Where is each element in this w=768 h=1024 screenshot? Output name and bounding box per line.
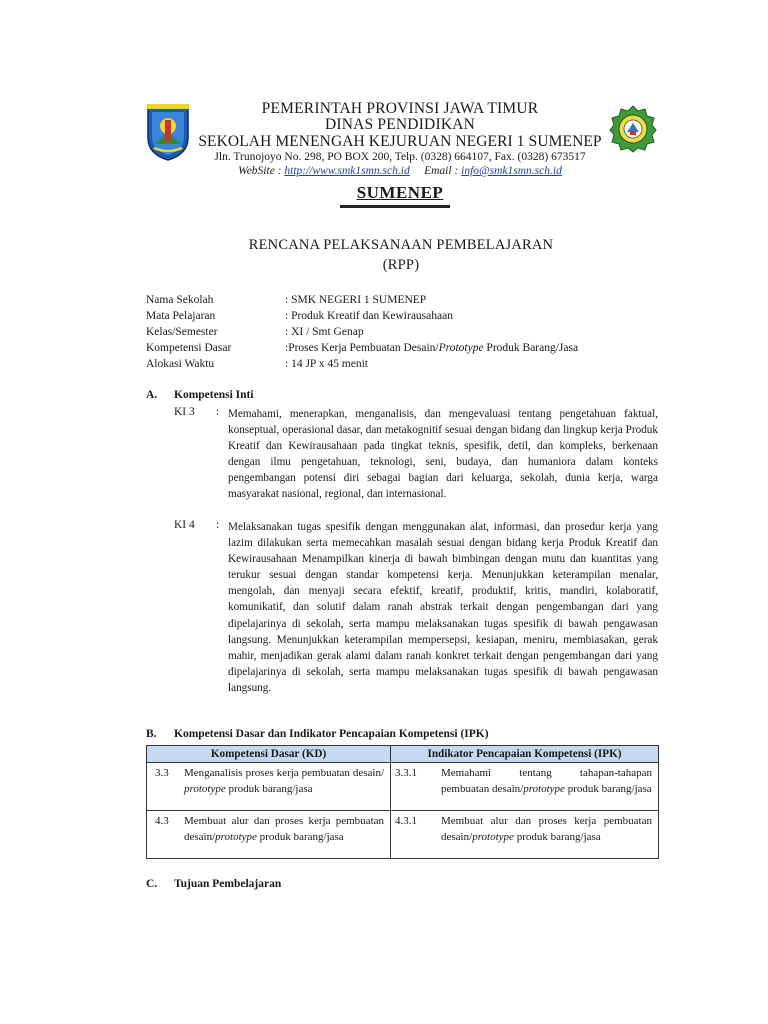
section-b-heading: B. Kompetensi Dasar dan Indikator Pencapaian Kompetensi (IPK) xyxy=(146,728,489,740)
identity-label: Nama Sekolah xyxy=(146,294,214,306)
title-line-2: (RPP) xyxy=(382,257,420,273)
ki3-description: Memahami, menerapkan, menganalisis, dan mengevaluasi tentang pengetahuan faktual, konseptual, operasional dasar, dan metakognitif sesuai dengan bidang dan lingkup kerja Produk Kreatif dan Kewirausahaan pada tingkat teknis, spesifik, detil, dan kompleks, berkenaan dengan ilmu pengetahuan, teknologi, seni, budaya, dan humaniora dalam konteks pengembangan potensi diri sebagai bagian dari keluarga, sekolah, dunia kerja, warga masyarakat nasional, regional, dan internasional. xyxy=(228,408,658,501)
kd-ipk-table xyxy=(146,745,659,859)
identity-value: : XI / Smt Genap xyxy=(285,326,364,338)
school-emblem-icon xyxy=(608,104,658,154)
section-a-heading: A. Kompetensi Inti xyxy=(146,389,254,401)
identity-label: Mata Pelajaran xyxy=(146,310,216,322)
identity-value: : 14 JP x 45 menit xyxy=(285,358,368,370)
section-c-heading: C. Tujuan Pembelajaran xyxy=(146,878,282,890)
letterhead-contact xyxy=(190,164,610,178)
table-row xyxy=(147,811,659,859)
table-header-row xyxy=(147,746,659,763)
identity-value: : SMK NEGERI 1 SUMENEP xyxy=(285,294,427,306)
document-title xyxy=(150,235,652,275)
identity-value: :Proses Kerja Pembuatan Desain/Prototype Produk Barang/Jasa xyxy=(285,342,579,354)
kd-description: Membuat alur dan proses kerja pembuatan desain/prototype produk barang/jasa xyxy=(181,811,391,859)
header-divider xyxy=(340,205,450,208)
ipk-number: 4.3.1 xyxy=(391,811,439,859)
table-row xyxy=(147,763,659,811)
letterhead-school-name: SEKOLAH MENENGAH KEJURUAN NEGERI 1 SUMENEP xyxy=(198,133,602,150)
ipk-number: 3.3.1 xyxy=(391,763,439,811)
table-header-kd: Kompetensi Dasar (KD) xyxy=(147,746,391,763)
ipk-description: Memahami tentang tahapan-tahapan pembuatan desain/prototype produk barang/jasa xyxy=(438,763,658,811)
city-name: SUMENEP xyxy=(356,183,444,202)
identity-value: : Produk Kreatif dan Kewirausahaan xyxy=(285,310,453,322)
ki4-code: KI 4 xyxy=(174,519,195,531)
website-link[interactable]: http://www.smk1smn.sch.id xyxy=(284,165,410,177)
letterhead-department: DINAS PENDIDIKAN xyxy=(324,116,475,133)
email-link[interactable]: info@smk1smn.sch.id xyxy=(461,165,562,177)
ki4-colon: : xyxy=(216,519,220,531)
letterhead-address: Jln. Trunojoyo No. 298, PO BOX 200, Telp. (0328) 664107, Fax. (0328) 673517 xyxy=(214,151,586,163)
kd-number: 4.3 xyxy=(147,811,182,859)
ki4-description: Melaksanakan tugas spesifik dengan menggunakan alat, informasi, dan prosedur kerja yang lazim dilakukan serta memecahkan masalah sesuai dengan bidang kerja Produk Kreatif dan Kewirausahaan Menampilkan kinerja di bawah bimbingan dengan mutu dan kuantitas yang terukur sesuai dengan standar kompetensi kerja. Menunjukkan keterampilan menalar, mengolah, dan menyaji secara efektif, kreatif, produktif, kritis, mandiri, kolaboratif, komunikatif, dan solutif dalam ranah abstrak terkait dengan pengembangan dari yang dipelajarinya di sekolah, serta mampu melaksanakan tugas spesifik di bawah pengawasan langsung. Menunjukkan keterampilan mempersepsi, kesiapan, meniru, membiasakan, gerak mahir, menjadikan gerak alami dalam ranah konkret terkait dengan pengembangan dari yang dipelajarinya di sekolah, serta mampu melaksanakan tugas spesifik di bawah pengawasan langsung. xyxy=(228,521,658,694)
table-header-ipk: Indikator Pencapaian Kompetensi (IPK) xyxy=(391,746,659,763)
ki3-colon: : xyxy=(216,406,220,418)
kd-description: Menganalisis proses kerja pembuatan desain/ prototype produk barang/jasa xyxy=(181,763,391,811)
identity-label: Kompetensi Dasar xyxy=(146,342,232,354)
identity-label: Kelas/Semester xyxy=(146,326,218,338)
ki3-code: KI 3 xyxy=(174,406,195,418)
title-line-1: RENCANA PELAKSANAAN PEMBELAJARAN xyxy=(248,237,554,253)
letterhead-government: PEMERINTAH PROVINSI JAWA TIMUR xyxy=(261,100,539,117)
identity-label: Alokasi Waktu xyxy=(146,358,215,370)
email-label: Email : xyxy=(424,165,462,177)
letterhead xyxy=(190,101,610,178)
ipk-description: Membuat alur dan proses kerja pembuatan desain/prototype produk barang/jasa xyxy=(438,811,658,859)
website-label: WebSite : xyxy=(238,165,285,177)
kd-number: 3.3 xyxy=(147,763,182,811)
east-java-crest-icon xyxy=(145,104,191,162)
